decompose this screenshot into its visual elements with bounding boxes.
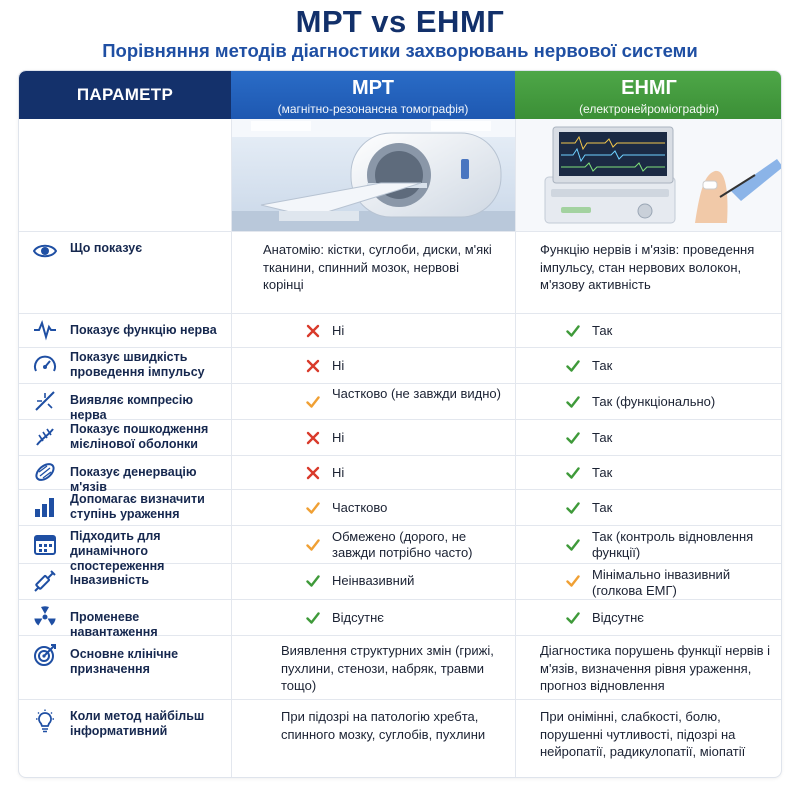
row-label: Підходить для динамічного спостереження [70,529,165,573]
check-icon [566,501,580,515]
nerve-compression-icon [33,389,57,413]
emg-value: Мінімально інвазивний (голкова ЕМГ) [592,567,731,598]
header-emg [515,71,782,119]
mri-scanner-image [231,119,515,231]
mri-value: Ні [332,323,345,338]
table-row [19,313,231,347]
header-mri-subtitle: (магнітно-резонансна томографія) [277,102,469,116]
header-emg-subtitle: (електронейроміографія) [579,102,719,116]
column-divider [231,119,232,778]
table-row [19,635,231,699]
target-icon [33,643,57,667]
check-icon [566,324,580,338]
table-row [19,525,231,573]
row-label: Променеве навантаження [70,610,158,639]
mri-value: Ні [332,358,345,373]
check-icon [566,611,580,625]
pulse-icon [33,318,57,342]
mri-value: Неінвазивний [332,573,415,588]
table-row [19,231,231,313]
table-row [19,489,231,525]
eye-icon [33,239,57,263]
mri-value: Частково [332,500,388,515]
check-icon [566,431,580,445]
mri-value: Відсутнє [332,610,384,625]
header-parameter [19,71,231,119]
row-label: Коли метод найбільш інформативний [70,709,205,738]
check-icon [566,395,580,409]
cross-icon [306,431,320,445]
table-row [19,563,231,599]
row-label: Показує функцію нерва [70,323,217,337]
row-label: Що показує [70,241,143,255]
mri-value: Ні [332,430,345,445]
emg-value: При оніміннi, слабкості, болю, порушенні чутливості, підозрі на нейропатії, радикулопатії, міопатії [540,709,746,759]
header-mri-title: МРТ [352,77,394,99]
mri-value: Частково (не завжди видно) [332,386,501,401]
partial-check-icon [306,395,320,409]
check-icon [566,359,580,373]
partial-check-icon [306,538,320,552]
bar-chart-icon [33,495,57,519]
row-label: Виявляє компресію нерва [70,393,194,422]
table-row [19,599,231,639]
emg-value: Так [592,465,613,480]
syringe-icon [33,569,57,593]
emg-value: Так [592,500,613,515]
table-row [19,419,231,455]
comparison-table [18,70,782,778]
emg-value: Функцію нервів і м'язів: проведення імпульсу, стан нервових волокон, м'язову активність [540,242,755,292]
emg-value: Відсутнє [592,610,644,625]
speedometer-icon [33,353,57,377]
row-label: Показує швидкість проведення імпульсу [70,350,205,379]
row-label: Показує пошкодження мієлінової оболонки [70,422,209,451]
myelin-icon [33,425,57,449]
emg-value: Так (функціонально) [592,394,716,409]
partial-check-icon [306,501,320,515]
table-row [19,455,231,494]
header-parameter-label: ПАРАМЕТР [76,85,174,104]
page-subtitle: Порівняння методів діагностики захворювань нервової системи [102,40,698,61]
mri-value: Анатомію: кістки, суглоби, диски, м'які тканини, спинний мозок, нервові корінці [263,242,492,292]
check-icon [306,574,320,588]
header-mri [231,71,515,119]
mri-value: Ні [332,465,345,480]
mri-value: Обмежено (дорого, не завжди потрібно часто) [332,529,473,560]
emg-value: Так [592,323,613,338]
row-label: Основне клінічне призначення [70,647,179,676]
cross-icon [306,359,320,373]
table-row [19,699,231,778]
cross-icon [306,466,320,480]
radiation-icon [33,605,57,629]
row-label: Показує денервацію м'язів [70,465,197,494]
table-row [19,347,231,383]
emg-value: Так [592,430,613,445]
page-title: МРТ vs ЕНМГ [295,4,505,39]
partial-check-icon [566,574,580,588]
emg-device-image [515,119,782,231]
emg-value: Так (контроль відновлення функції) [592,529,754,560]
cross-icon [306,324,320,338]
mri-value: При підозрі на патологію хребта, спинного мозку, суглобів, пухлини [281,709,486,742]
row-label: Інвазивність [70,573,150,587]
column-divider [515,119,516,778]
muscle-icon [33,460,57,484]
emg-value: Так [592,358,613,373]
header-emg-title: ЕНМГ [621,77,677,99]
row-label: Допомагає визначити ступінь ураження [70,492,205,521]
emg-value: Діагностика порушень функції нервів і м'язів, визначення рівня ураження, прогноз відновлення [540,643,770,693]
mri-value: Виявлення структурних змін (грижі, пухлини, стенози, набряк, травми тощо) [281,643,494,693]
check-icon [306,611,320,625]
check-icon [566,466,580,480]
calendar-icon [33,532,57,556]
check-icon [566,538,580,552]
table-row [19,383,231,422]
lightbulb-icon [33,709,57,733]
